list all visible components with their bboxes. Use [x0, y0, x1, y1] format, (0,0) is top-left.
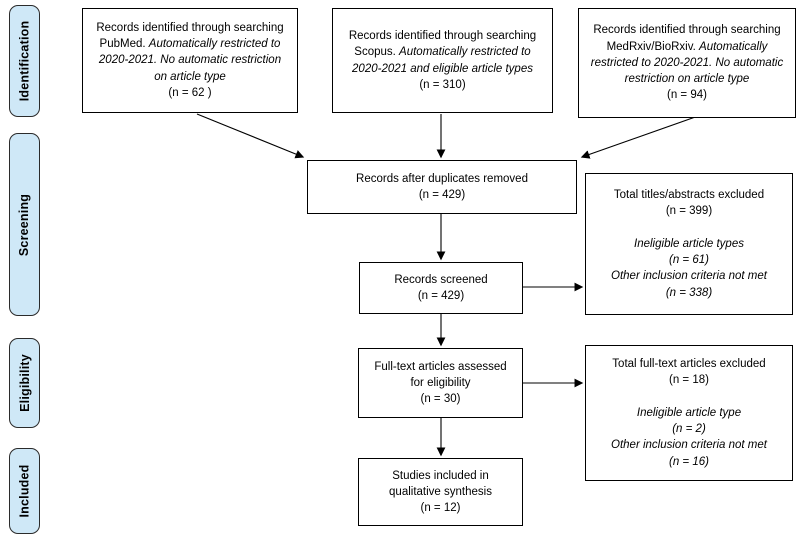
box-medrxiv-text — [588, 22, 786, 104]
box-fulltext-assessed-text — [368, 359, 513, 408]
box-studies-included — [358, 458, 523, 526]
box-pubmed — [82, 8, 298, 113]
stage-identification — [9, 5, 40, 117]
spacer — [595, 220, 783, 236]
box-fulltext-excluded-reason2-count: (n = 16) — [669, 455, 709, 468]
box-pubmed-italic: Automatically restricted to 2020-2021. No automatic restriction on article type — [98, 38, 282, 83]
box-titles-excluded-label: Total titles/abstracts excluded — [613, 189, 765, 202]
stage-eligibility — [9, 338, 40, 428]
box-scopus-text — [342, 28, 543, 93]
box-records-screened-label: Records screened — [394, 273, 488, 286]
box-titles-excluded-reason1: Ineligible article types — [634, 237, 744, 250]
box-pubmed-text — [92, 20, 288, 102]
box-records-screened-count: (n = 429) — [417, 290, 465, 302]
box-scopus-normal: Records identified through searching Scopus. — [348, 29, 537, 59]
box-pubmed-normal: Records identified through searching PubMed. — [96, 21, 284, 50]
stage-included — [9, 448, 40, 534]
box-medrxiv — [578, 8, 796, 118]
box-duplicates-removed — [307, 160, 577, 214]
box-fulltext-excluded-reason2: Other inclusion criteria not met — [611, 439, 767, 452]
box-medrxiv-normal: Records identified through searching MedRxiv/BioRxiv. — [593, 24, 781, 53]
box-studies-included-text — [368, 468, 513, 517]
box-fulltext-excluded-reason1: Ineligible article type — [636, 406, 742, 419]
stage-included-label: Included — [17, 464, 32, 518]
box-studies-included-label: Studies included in qualitative synthesis — [389, 469, 492, 498]
box-scopus-count: (n = 310) — [419, 78, 466, 91]
box-medrxiv-count: (n = 94) — [667, 89, 707, 102]
stage-eligibility-label: Eligibility — [17, 354, 32, 412]
box-scopus — [332, 8, 553, 113]
stage-identification-label: Identification — [17, 20, 32, 102]
box-studies-included-count: (n = 12) — [420, 502, 461, 515]
box-records-screened — [359, 262, 523, 314]
spacer — [595, 389, 783, 405]
box-titles-excluded-reason2: Other inclusion criteria not met — [611, 270, 767, 283]
box-fulltext-excluded-count: (n = 18) — [669, 374, 709, 387]
box-medrxiv-italic: Automatically restricted to 2020-2021. No automatic restriction on article type — [590, 40, 784, 86]
box-titles-excluded-text — [595, 187, 783, 301]
box-titles-excluded — [585, 173, 793, 315]
box-fulltext-assessed-count: (n = 30) — [420, 393, 461, 406]
box-fulltext-excluded — [585, 345, 793, 481]
box-titles-excluded-reason2-count: (n = 338) — [665, 286, 713, 299]
box-titles-excluded-count: (n = 399) — [665, 205, 713, 218]
box-fulltext-excluded-text — [595, 356, 783, 470]
box-duplicates-removed-count: (n = 429) — [418, 189, 466, 201]
arrow-pubmed-to-duplicates — [197, 114, 303, 157]
box-scopus-italic: Automatically restricted to 2020-2021 and eligible article types — [352, 46, 533, 75]
arrow-medrxiv-to-duplicates — [582, 115, 701, 157]
box-duplicates-removed-label: Records after duplicates removed — [356, 172, 528, 185]
box-fulltext-assessed-label: Full-text articles assessed for eligibility — [374, 360, 507, 389]
box-titles-excluded-reason1-count: (n = 61) — [669, 254, 709, 266]
box-fulltext-excluded-reason1-count: (n = 2) — [672, 423, 706, 435]
box-fulltext-excluded-label: Total full-text articles excluded — [612, 358, 766, 371]
box-records-screened-text — [369, 272, 513, 305]
box-fulltext-assessed — [358, 348, 523, 418]
box-duplicates-removed-text — [317, 171, 567, 204]
stage-screening-label: Screening — [17, 193, 32, 256]
box-pubmed-count: (n = 62 ) — [168, 86, 212, 99]
stage-screening — [9, 133, 40, 316]
